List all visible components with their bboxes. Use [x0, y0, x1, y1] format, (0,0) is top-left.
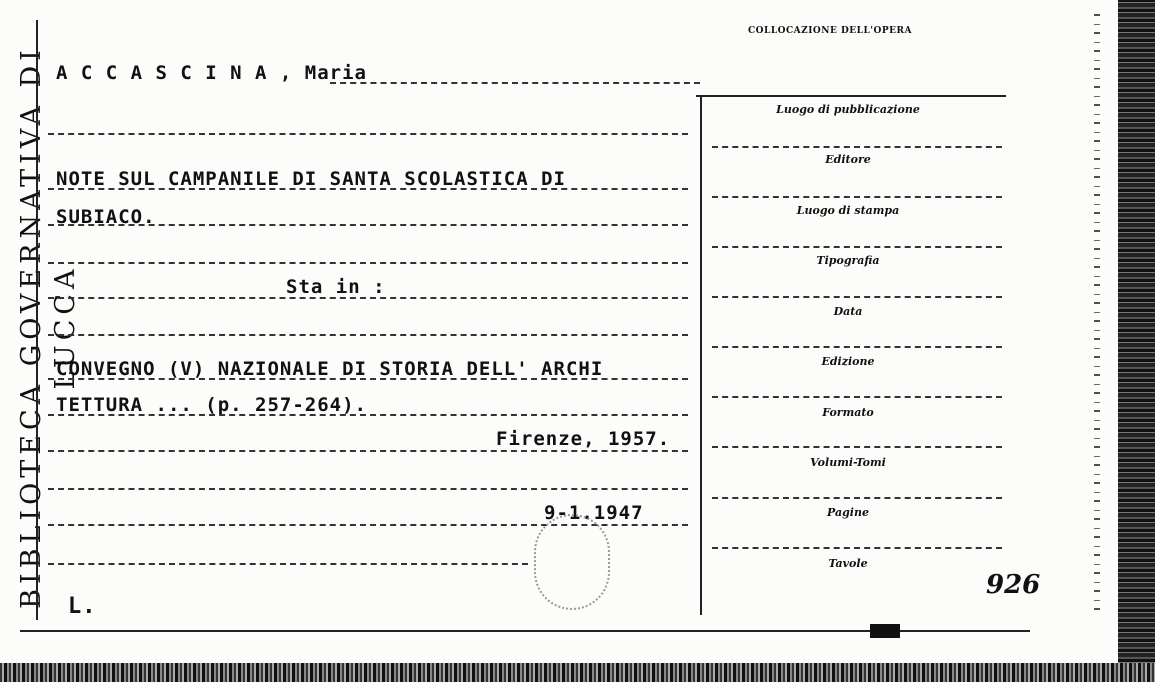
rule	[712, 446, 1002, 448]
rule	[712, 547, 1002, 549]
sta-in-label: Sta in :	[286, 276, 386, 298]
field-luogo-pubblicazione: Luogo di pubblicazione	[776, 103, 920, 116]
field-edizione: Edizione	[821, 355, 875, 368]
circular-stamp	[534, 514, 610, 610]
rule	[712, 346, 1002, 348]
card-right-edge	[1118, 0, 1155, 682]
rule	[712, 246, 1002, 248]
author-name: A C C A S C I N A , Maria	[56, 62, 367, 84]
rule	[712, 396, 1002, 398]
field-tipografia: Tipografia	[816, 254, 880, 267]
source-line-1: CONVEGNO (V) NAZIONALE DI STORIA DELL' ARCHI	[56, 358, 604, 380]
rule	[48, 224, 688, 226]
rule	[48, 262, 688, 264]
field-editore: Editore	[825, 153, 871, 166]
field-luogo-stampa: Luogo di stampa	[796, 204, 900, 217]
left-margin-line	[36, 20, 38, 620]
field-data: Data	[833, 305, 863, 318]
field-pagine: Pagine	[827, 506, 869, 519]
source-line-2: TETTURA ... (p. 257-264).	[56, 394, 367, 416]
rule	[48, 133, 688, 135]
rule	[48, 334, 688, 336]
initial-mark: L.	[68, 594, 97, 619]
field-volumi-tomi: Volumi-Tomi	[810, 456, 886, 469]
author-rule	[330, 82, 700, 84]
field-formato: Formato	[822, 406, 874, 419]
rule	[48, 450, 688, 452]
rule	[712, 497, 1002, 499]
handwritten-number: 926	[986, 570, 1041, 600]
rule	[712, 146, 1002, 148]
header-label: COLLOCAZIONE DELL'OPERA	[748, 26, 912, 36]
field-column-top	[696, 95, 1006, 97]
field-column-divider	[700, 95, 702, 615]
title-line-2: SUBIACO.	[56, 206, 156, 228]
rule	[48, 188, 688, 190]
rule	[48, 414, 688, 416]
rule	[712, 296, 1002, 298]
card-bottom-edge	[0, 663, 1155, 682]
rule	[712, 196, 1002, 198]
place-year: Firenze, 1957.	[496, 428, 671, 450]
rule	[48, 378, 688, 380]
right-speckle	[1094, 10, 1100, 610]
field-tavole: Tavole	[828, 557, 868, 570]
rule	[48, 563, 528, 565]
title-line-1: NOTE SUL CAMPANILE DI SANTA SCOLASTICA DI	[56, 168, 566, 190]
rule	[48, 297, 688, 299]
rule	[48, 488, 688, 490]
ink-mark	[870, 624, 900, 638]
library-stamp: BIBLIOTECA GOVERNATIVA DI LUCCA	[16, 45, 81, 609]
date-stamp: 9-1.1947	[544, 502, 644, 524]
